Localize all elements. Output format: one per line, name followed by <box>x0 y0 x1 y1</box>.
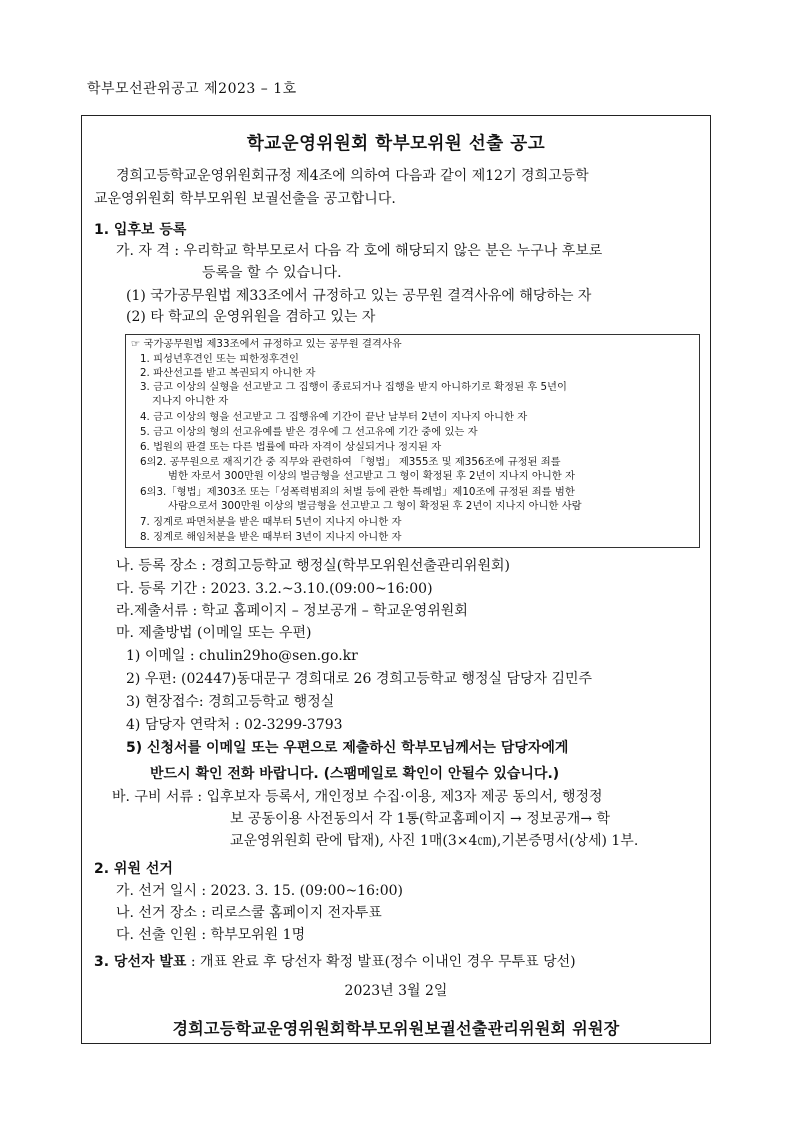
section-heading: 2. 위원 선거 <box>94 861 173 877</box>
submission-onsite: 3) 현장접수: 경희고등학교 행정실 <box>126 694 335 710</box>
registration-place: 나. 등록 장소 : 경희고등학교 행정실(학부모위원선출관리위원회) <box>116 558 510 574</box>
qualification-line: 가. 자 격 : 우리학교 학부모로서 다음 각 호에 해당되지 않은 분은 누구나 후보로 <box>116 243 603 259</box>
notice-frame <box>81 115 711 1044</box>
confirmation-notice: 반드시 확인 전화 바랍니다. (스팸메일로 확인이 안될수 있습니다.) <box>150 766 560 782</box>
box-line: 4. 금고 이상의 형을 선고받고 그 집행유예 기간이 끝난 날부터 2년이 지나지 아니한 자 <box>140 411 528 423</box>
notice-title: 학교운영위원회 학부모위원 선출 공고 <box>246 134 546 154</box>
box-line: 2. 파산선고를 받고 복권되지 아니한 자 <box>140 367 316 379</box>
qualification-item: (2) 타 학교의 운영위원을 겸하고 있는 자 <box>126 309 376 325</box>
election-seats: 다. 선출 인원 : 학부모위원 1명 <box>116 927 306 943</box>
box-line: 8. 징계로 해임처분을 받은 때부터 3년이 지나지 아니한 자 <box>140 531 402 543</box>
qualification-line: 등록을 할 수 있습니다. <box>202 265 342 281</box>
box-line: 6. 법원의 판결 또는 다른 법률에 따라 자격이 상실되거나 정지된 자 <box>140 441 442 453</box>
box-line: 1. 피성년후견인 또는 피한정후견인 <box>140 353 299 365</box>
submission-method: 마. 제출방법 (이메일 또는 우편) <box>116 625 312 641</box>
section-heading: 1. 입후보 등록 <box>94 222 187 238</box>
announcement-line <box>94 953 576 971</box>
box-line: 5. 금고 이상의 형의 선고유예를 받은 경우에 그 선고유예 기간 중에 있는 자 <box>140 426 478 438</box>
submission-mail: 2) 우편: (02447)동대문구 경희대로 26 경희고등학교 행정실 담당자 김민주 <box>126 671 593 687</box>
section-heading: 3. 당선자 발표 <box>94 954 187 970</box>
election-place: 나. 선거 장소 : 리로스쿨 홈페이지 전자투표 <box>116 905 382 921</box>
notice-date: 2023년 3월 2일 <box>344 983 448 999</box>
registration-period: 다. 등록 기간 : 2023. 3.2.~3.10.(09:00~16:00) <box>116 581 433 597</box>
intro-line: 경희고등학교운영위원회규정 제4조에 의하여 다음과 같이 제12기 경희고등학 <box>116 168 589 184</box>
contact-phone: 4) 담당자 연락처 : 02-3299-3793 <box>126 717 343 733</box>
box-line: 6의3.「형법」제303조 또는「성폭력범죄의 처벌 등에 관한 특례법」제10조에 규정된 죄를 범한 <box>140 486 575 498</box>
box-line: 7. 징계로 파면처분을 받은 때부터 5년이 지나지 아니한 자 <box>140 516 402 528</box>
box-line: 3. 금고 이상의 실형을 선고받고 그 집행이 종료되거나 집행을 받지 아니하기로 확정된 후 5년이 <box>140 381 567 393</box>
box-line: 6의2. 공무원으로 재직기간 중 직무와 관련하여 「형법」 제355조 및 제356조에 규정된 죄를 <box>140 456 561 468</box>
disqualification-box <box>125 334 700 548</box>
documents-line: 보 공동이용 사전동의서 각 1통(학교홈페이지 → 정보공개→ 학 <box>230 811 611 827</box>
box-line: 사람으로서 300만원 이상의 벌금형을 선고받고 그 형이 확정된 후 2년이 지나지 아니한 사람 <box>168 500 582 512</box>
document-number: 학부모선관위공고 제2023 – 1호 <box>87 81 297 97</box>
box-line: 지나지 아니한 자 <box>152 395 229 407</box>
documents-line: 교운영위원회 란에 탑재), 사진 1매(3×4㎝),기본증명서(상세) 1부. <box>230 833 639 849</box>
issuer: 경희고등학교운영위원회학부모위원보궐선출관리위원회 위원장 <box>172 1019 620 1038</box>
box-heading: ☞ 국가공무원법 제33조에서 규정하고 있는 공무원 결격사유 <box>131 338 402 350</box>
documents-line: 바. 구비 서류 : 입후보자 등록서, 개인정보 수집·이용, 제3자 제공 동의서, 행정정 <box>112 789 603 805</box>
intro-line: 교운영위원회 학부모위원 보궐선출을 공고합니다. <box>94 191 396 207</box>
announcement-text: : 개표 완료 후 당선자 확정 발표(정수 이내인 경우 무투표 당선) <box>190 954 576 970</box>
qualification-item: (1) 국가공무원법 제33조에서 규정하고 있는 공무원 결격사유에 해당하는 자 <box>126 288 592 304</box>
confirmation-notice: 5) 신청서를 이메일 또는 우편으로 제출하신 학부모님께서는 담당자에게 <box>126 740 569 756</box>
election-date: 가. 선거 일시 : 2023. 3. 15. (09:00~16:00) <box>116 883 403 899</box>
required-documents: 라.제출서류 : 학교 홈페이지 – 정보공개 – 학교운영위원회 <box>116 603 468 619</box>
submission-email: 1) 이메일 : chulin29ho@sen.go.kr <box>126 648 358 664</box>
box-line: 범한 자로서 300만원 이상의 벌금형을 선고받고 그 형이 확정된 후 2년이 지나지 아니한 자 <box>168 470 575 482</box>
